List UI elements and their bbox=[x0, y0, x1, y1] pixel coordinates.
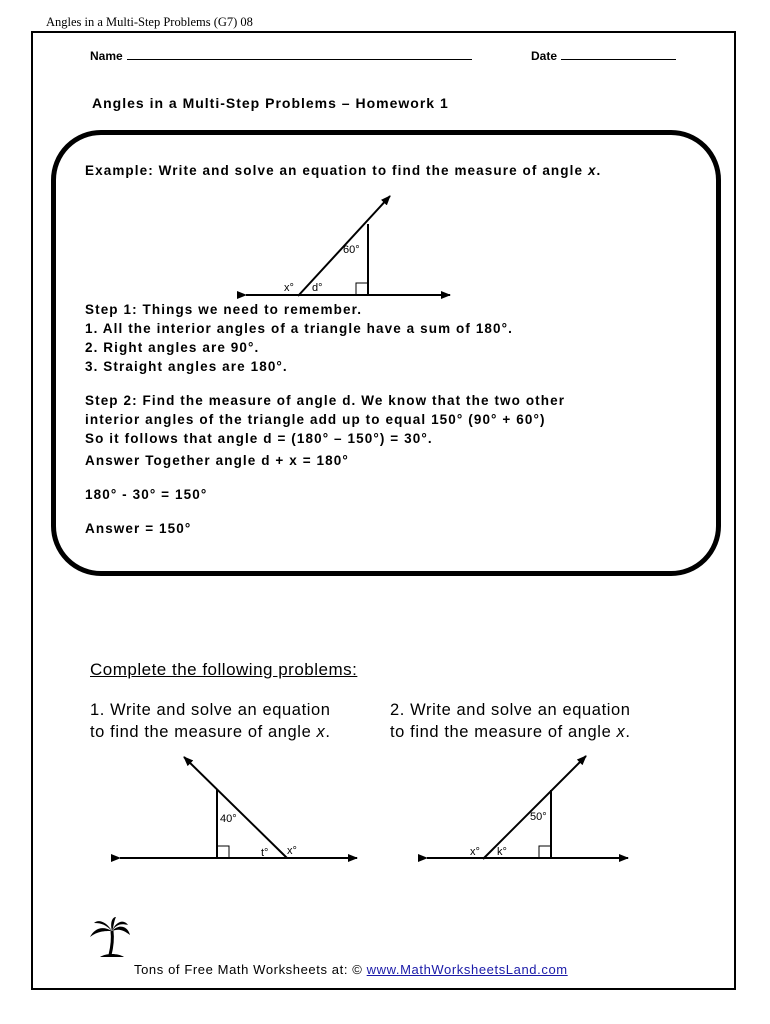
problem-2-text: 2. Write and solve an equation to find the measure of angle x. bbox=[390, 701, 631, 741]
example-prompt: Example: Write and solve an equation to find the measure of angle x. bbox=[85, 163, 602, 178]
problem-2-angle-k-label: k° bbox=[497, 846, 507, 858]
header-note: Angles in a Multi-Step Problems (G7) 08 bbox=[46, 15, 253, 29]
footer-link[interactable]: www.MathWorksheetsLand.com bbox=[366, 962, 568, 977]
example-line-1: Step 1: Things we need to remember. bbox=[85, 302, 363, 317]
palm-tree-icon bbox=[90, 917, 130, 957]
problem-1-angle-40-label: 40° bbox=[220, 813, 237, 825]
example-line-3: 2. Right angles are 90°. bbox=[85, 340, 260, 355]
example-line-6: interior angles of the triangle add up to equal 150° (90° + 60°) bbox=[85, 412, 546, 427]
angle-x-label: x° bbox=[284, 282, 294, 294]
problem-1-diagram bbox=[120, 757, 357, 858]
problem-1-text: 1. Write and solve an equation to find the measure of angle x. bbox=[90, 701, 331, 741]
example-line-8: Answer Together angle d + x = 180° bbox=[85, 453, 349, 468]
footer-text: Tons of Free Math Worksheets at: © bbox=[134, 962, 367, 977]
example-line-10: Answer = 150° bbox=[85, 521, 192, 536]
example-line-7: So it follows that angle d = (180° – 150°) = 30°. bbox=[85, 431, 433, 446]
problem-1-angle-t-label: t° bbox=[261, 847, 269, 859]
date-label: Date bbox=[531, 49, 558, 63]
complete-heading: Complete the following problems: bbox=[90, 660, 358, 679]
footer bbox=[134, 962, 568, 977]
page-title: Angles in a Multi-Step Problems – Homework 1 bbox=[92, 95, 449, 111]
example-line-2: 1. All the interior angles of a triangle have a sum of 180°. bbox=[85, 321, 514, 336]
name-label: Name bbox=[90, 49, 123, 63]
problem-2-angle-x-label: x° bbox=[470, 846, 480, 858]
problem-1-angle-x-label: x° bbox=[287, 845, 297, 857]
example-line-5: Step 2: Find the measure of angle d. We know that the two other bbox=[85, 393, 566, 408]
angle-d-label: d° bbox=[312, 282, 323, 294]
example-line-4: 3. Straight angles are 180°. bbox=[85, 359, 288, 374]
angle-60-label: 60° bbox=[343, 244, 360, 256]
problem-2-angle-50-label: 50° bbox=[530, 811, 547, 823]
problem-2-diagram bbox=[427, 756, 628, 859]
example-line-9: 180° - 30° = 150° bbox=[85, 487, 208, 502]
